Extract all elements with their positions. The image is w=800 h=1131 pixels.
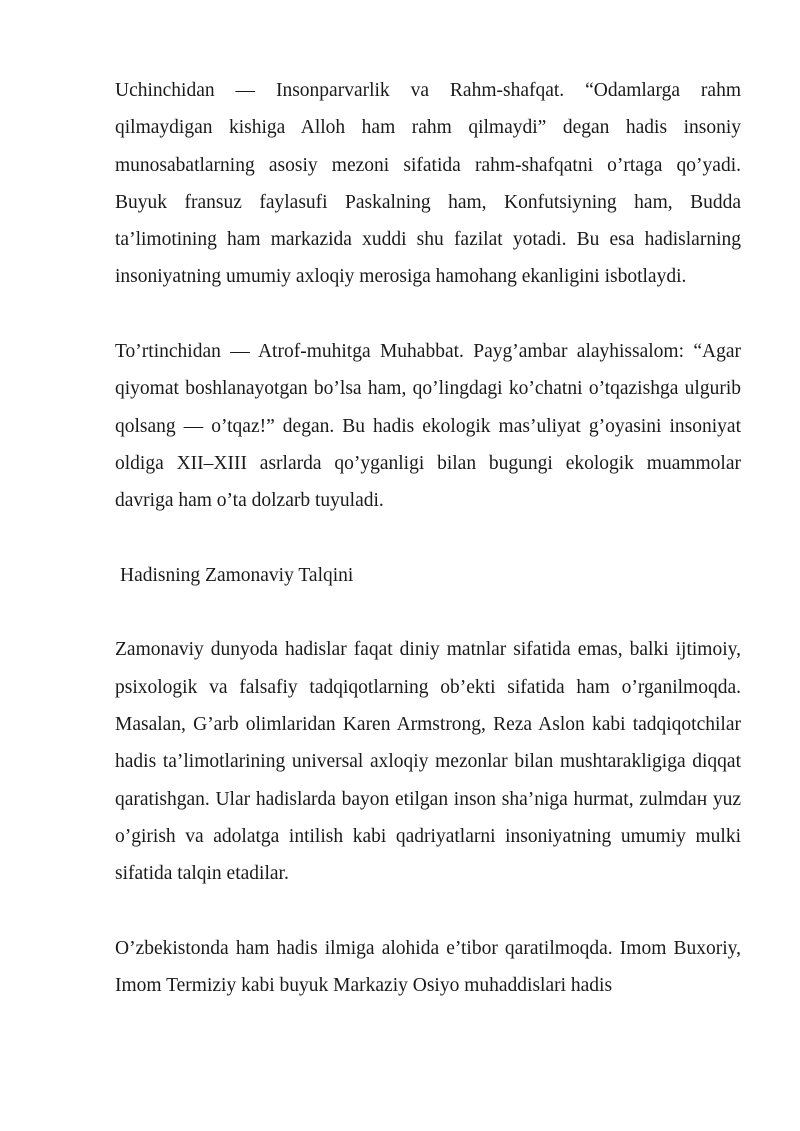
paragraph-fourth-principle: To’rtinchidan — Atrof-muhitga Muhabbat. Payg’ambar alayhissalom: “Agar qiyomat boshlanayotgan bo’lsa ham, qo’lingdagi ko’chatni o’tqazishga ulgurib qolsang — o’tqaz!” degan. Bu hadis ekologik mas’uliyat g’oyasini insoniyat oldiga XII–XIII asrlarda qo’yganligi bilan bugungi ekologik muammolar davriga ham o’ta dolzarb tuyuladi. — [115, 341, 741, 512]
document-page — [115, 72, 741, 1004]
section-heading: Hadisning Zamonaviy Talqini — [120, 564, 354, 586]
paragraph-modern-interpretation: Zamonaviy dunyoda hadislar faqat diniy matnlar sifatida emas, balki ijtimoiy, psixologik va falsafiy tadqiqotlarning ob’ekti sifatida ham o’rganilmoqda. Masalan, G’arb olimlaridan Karen Armstrong, Reza Aslon kabi tadqiqotchilar hadis ta’limotlarining universal axloqiy mezonlar bilan mushtarakligiga diqqat qaratishgan. Ular hadislarda bayon etilgan inson sha’niga hurmat, zulmdaн yuz o’girish va adolatga intilish kabi qadriyatlarni insoniyatning umumiy mulki sifatida talqin etadilar. — [115, 639, 741, 885]
paragraph-third-principle: Uchinchidan — Insonparvarlik va Rahm-shafqat. “Odamlarga rahm qilmaydigan kishiga Alloh ham rahm qilmaydi” degan hadis insoniy munosabatlarning asosiy mezoni sifatida rahm-shafqatni o’rtaga qo’yadi. Buyuk fransuz faylasufi Paskalning ham, Konfutsiyning ham, Budda ta’limotining ham markazida xuddi shu fazilat yotadi. Bu esa hadislarning insoniyatning umumiy axloqiy merosiga hamohang ekanligini isbotlaydi. — [115, 80, 741, 288]
paragraph-uzbekistan: O’zbekistonda ham hadis ilmiga alohida e’tibor qaratilmoqda. Imom Buxoriy, Imom Termiziy kabi buyuk Markaziy Osiyo muhaddislari hadis — [115, 937, 741, 997]
